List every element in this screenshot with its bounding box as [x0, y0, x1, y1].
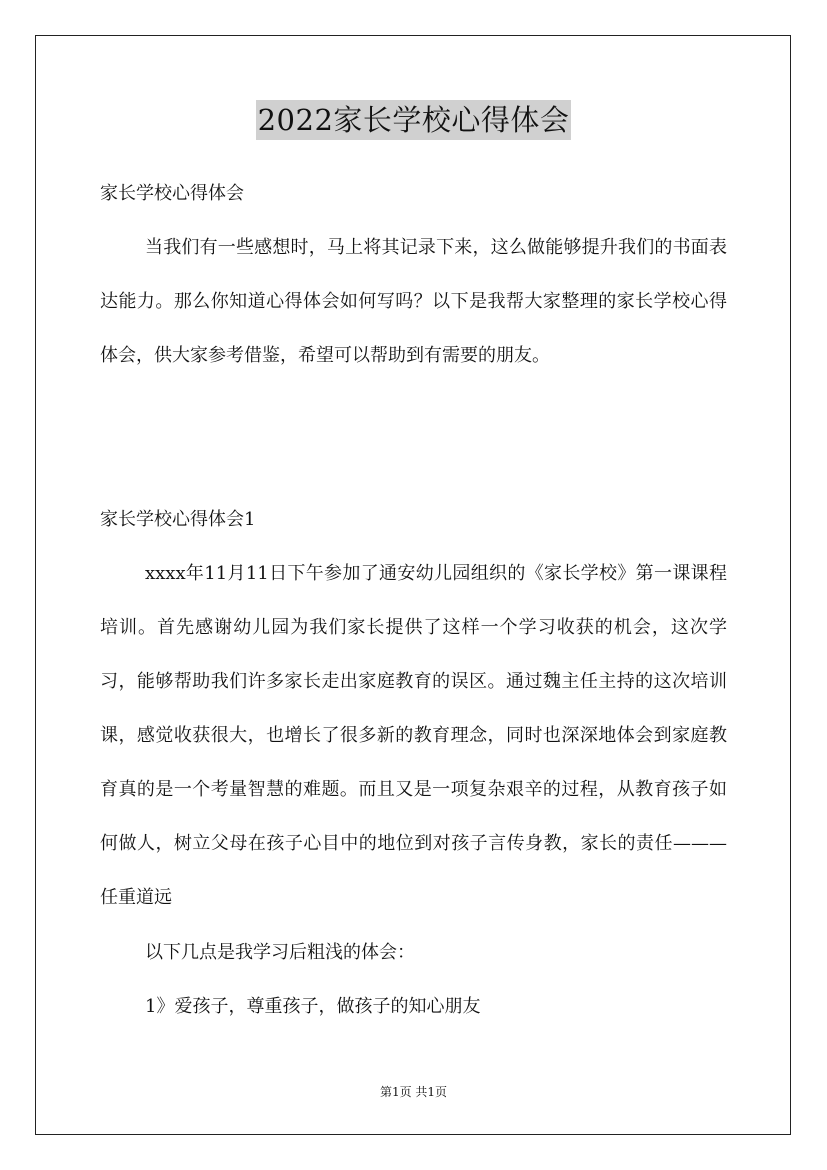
points-intro: 以下几点是我学习后粗浅的体会： — [145, 942, 415, 963]
page-footer: 第1页 共1页 — [379, 1085, 448, 1099]
section-heading-1: 家长学校心得体会1 — [100, 509, 256, 530]
intro-paragraph: 当我们有一些感想时，马上将其记录下来，这么做能够提升我们的书面表达能力。那么你知道心得体会如何写吗？以下是我帮大家整理的家长学校心得体会，供大家参考借鉴，希望可以帮助到有需要的朋友。 — [100, 237, 727, 366]
section-1-paragraph: xxxx年11月11日下午参加了通安幼儿园组织的《家长学校》第一课课程培训。首先感谢幼儿园为我们家长提供了这样一个学习收获的机会，这次学习，能够帮助我们许多家长走出家庭教育的误区。通过魏主任主持的这次培训课，感觉收获很大，也增长了很多新的教育理念，同时也深深地体会到家庭教育真的是一个考量智慧的难题。而且又是一项复杂艰辛的过程，从教育孩子如何做人，树立父母在孩子心目中的地位到对孩子言传身教，家长的责任———任重道远 — [100, 563, 727, 908]
document-subtitle: 家长学校心得体会 — [100, 183, 244, 204]
point-1: 1》爱孩子，尊重孩子，做孩子的知心朋友 — [145, 996, 481, 1017]
document-title: 2022家长学校心得体会 — [256, 100, 572, 140]
title-container — [0, 100, 827, 140]
